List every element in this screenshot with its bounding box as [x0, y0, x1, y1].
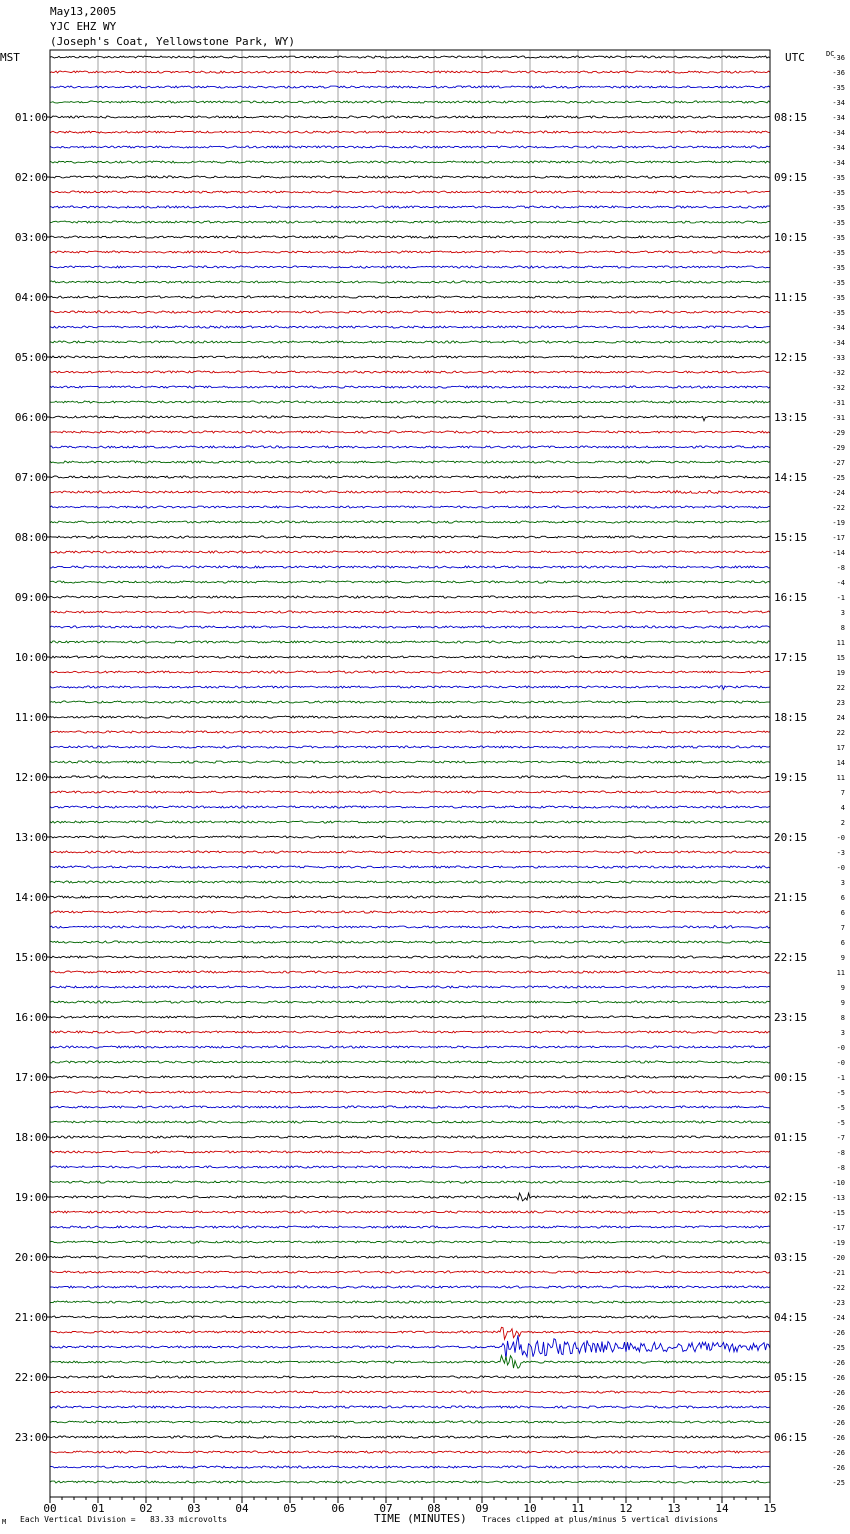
dc-offset-label: -25 — [832, 1344, 845, 1352]
seismic-trace — [50, 806, 770, 808]
dc-offset-label: -36 — [832, 54, 845, 62]
dc-offset-label: -35 — [832, 84, 845, 92]
seismic-trace — [50, 821, 770, 823]
dc-offset-label: 3 — [840, 879, 845, 887]
dc-offset-label: 11 — [836, 774, 845, 782]
dc-offset-label: 3 — [840, 1029, 845, 1037]
scale-note: Each Vertical Division = 83.33 microvolts — [20, 1515, 228, 1524]
seismic-trace — [50, 1166, 770, 1168]
dc-offset-label: -35 — [832, 264, 845, 272]
footer-mark: M — [2, 1518, 7, 1526]
mst-hour-label: 13:00 — [14, 831, 48, 844]
dc-offset-label: -1 — [836, 594, 845, 602]
seismic-trace — [50, 1046, 770, 1048]
dc-offset-label: -34 — [832, 324, 845, 332]
station-label: YJC EHZ WY — [50, 20, 117, 33]
seismic-trace — [50, 371, 770, 373]
clip-note: Traces clipped at plus/minus 5 vertical divisions — [482, 1515, 719, 1524]
dc-offset-label: -0 — [836, 1059, 845, 1067]
x-tick-label: 12 — [619, 1502, 633, 1515]
utc-hour-label: 16:15 — [774, 591, 808, 604]
dc-offset-label: -35 — [832, 279, 845, 287]
dc-offset-label: -3 — [836, 849, 845, 857]
x-tick-label: 02 — [139, 1502, 153, 1515]
dc-offset-label: -34 — [832, 99, 845, 107]
seismic-trace — [50, 176, 770, 178]
dc-offset-label: 23 — [836, 699, 845, 707]
utc-hour-label: 15:15 — [774, 531, 808, 544]
dc-offset-label: 11 — [836, 639, 845, 647]
utc-hour-label: 19:15 — [774, 771, 808, 784]
dc-offset-label: -35 — [832, 204, 845, 212]
x-tick-label: 05 — [283, 1502, 297, 1515]
dc-offset-label: 8 — [840, 1014, 845, 1022]
dc-offset-label: -8 — [836, 564, 845, 572]
seismic-trace — [50, 566, 770, 568]
dc-offset-label: -25 — [832, 474, 845, 482]
dc-offset-label: -35 — [832, 234, 845, 242]
dc-offset-label: -26 — [832, 1404, 845, 1412]
dc-offset-label: 11 — [836, 969, 845, 977]
utc-hour-label: 21:15 — [774, 891, 808, 904]
mst-hour-label: 14:00 — [14, 891, 48, 904]
seismic-trace — [50, 236, 770, 238]
dc-offset-label: 14 — [836, 759, 845, 767]
dc-offset-label: -24 — [832, 489, 845, 497]
x-tick-label: 08 — [427, 1502, 441, 1515]
seismic-trace — [50, 956, 770, 958]
seismic-trace — [50, 1106, 770, 1108]
utc-hour-label: 00:15 — [774, 1071, 808, 1084]
dc-offset-label: -20 — [832, 1254, 845, 1262]
utc-hour-label: 11:15 — [774, 291, 808, 304]
seismic-trace — [50, 476, 770, 478]
seismic-trace — [50, 1091, 770, 1093]
trace-group — [50, 56, 770, 1483]
dc-offset-label: -26 — [832, 1359, 845, 1367]
seismic-trace — [50, 641, 770, 643]
mst-hour-label: 01:00 — [14, 111, 48, 124]
x-tick-label: 06 — [331, 1502, 345, 1515]
dc-offset-label: -1 — [836, 1074, 845, 1082]
seismic-trace — [50, 941, 770, 943]
mst-hour-label: 22:00 — [14, 1371, 48, 1384]
seismic-trace — [50, 1061, 770, 1063]
seismic-trace — [50, 791, 770, 793]
seismic-trace — [50, 1121, 770, 1123]
dc-offset-label: 17 — [836, 744, 845, 752]
dc-offset-label: -31 — [832, 399, 845, 407]
dc-offset-label: -34 — [832, 114, 845, 122]
dc-offset-label: -35 — [832, 189, 845, 197]
dc-offset-label: 9 — [840, 954, 845, 962]
dc-offset-label: -26 — [832, 1329, 845, 1337]
seismic-trace — [50, 881, 770, 883]
seismic-trace — [50, 446, 770, 448]
seismic-trace — [50, 1481, 770, 1483]
seismic-trace — [50, 266, 770, 268]
mst-hour-label: 04:00 — [14, 291, 48, 304]
dc-offset-label: -34 — [832, 159, 845, 167]
seismic-trace — [50, 161, 770, 163]
seismic-trace — [50, 911, 770, 913]
seismic-trace — [50, 71, 770, 73]
utc-hour-label: 10:15 — [774, 231, 808, 244]
mst-hour-label: 15:00 — [14, 951, 48, 964]
seismic-trace — [50, 1286, 770, 1288]
seismic-trace — [50, 1301, 770, 1303]
dc-offset-label: 22 — [836, 684, 845, 692]
dc-offset-label: 2 — [840, 819, 845, 827]
seismic-trace — [50, 671, 770, 673]
seismic-trace — [50, 206, 770, 208]
utc-hour-label: 18:15 — [774, 711, 808, 724]
mst-hour-label: 06:00 — [14, 411, 48, 424]
x-tick-label: 00 — [43, 1502, 57, 1515]
seismic-trace — [50, 836, 770, 838]
dc-offset-label: -10 — [832, 1179, 845, 1187]
dc-offset-label: -0 — [836, 1044, 845, 1052]
seismic-trace — [50, 611, 770, 613]
mst-hour-label: 16:00 — [14, 1011, 48, 1024]
seismic-trace — [50, 1241, 770, 1243]
seismic-trace — [50, 1421, 770, 1423]
dc-offset-label: -22 — [832, 1284, 845, 1292]
seismic-trace — [50, 1451, 770, 1453]
dc-offset-label: -7 — [836, 1134, 845, 1142]
mst-hour-label: 07:00 — [14, 471, 48, 484]
seismic-trace — [50, 1436, 770, 1438]
mst-hour-label: 08:00 — [14, 531, 48, 544]
dc-offset-label: 24 — [836, 714, 845, 722]
x-tick-label: 03 — [187, 1502, 201, 1515]
seismic-trace — [50, 1151, 770, 1153]
dc-offset-label: -34 — [832, 339, 845, 347]
seismic-trace — [50, 1031, 770, 1033]
seismic-trace — [50, 296, 770, 298]
dc-offset-label: -25 — [832, 1479, 845, 1487]
x-tick-label: 09 — [475, 1502, 489, 1515]
seismic-trace — [50, 521, 770, 523]
seismic-trace — [50, 326, 770, 328]
seismic-trace — [50, 1271, 770, 1273]
seismic-trace — [50, 281, 770, 283]
dc-offset-label: 9 — [840, 984, 845, 992]
seismic-trace — [50, 56, 770, 58]
seismic-trace — [50, 1335, 770, 1359]
seismic-trace — [50, 536, 770, 538]
seismic-trace — [50, 746, 770, 748]
dc-offset-label: -4 — [836, 579, 845, 587]
utc-hour-label: 14:15 — [774, 471, 808, 484]
dc-offset-label: -35 — [832, 249, 845, 257]
mst-hour-label: 02:00 — [14, 171, 48, 184]
seismic-trace — [50, 776, 770, 778]
dc-offset-label: 8 — [840, 624, 845, 632]
dc-offset-label: -33 — [832, 354, 845, 362]
seismic-trace — [50, 1391, 770, 1393]
seismic-trace — [50, 1256, 770, 1258]
utc-hour-label: 06:15 — [774, 1431, 808, 1444]
dc-offset-label: -26 — [832, 1374, 845, 1382]
utc-hour-label: 23:15 — [774, 1011, 808, 1024]
dc-offset-label: -5 — [836, 1104, 845, 1112]
seismic-trace — [50, 596, 770, 598]
dc-offset-label: -8 — [836, 1164, 845, 1172]
seismic-trace — [50, 851, 770, 853]
dc-offset-label: -31 — [832, 414, 845, 422]
seismic-trace — [50, 1316, 770, 1318]
seismic-trace — [50, 1327, 770, 1339]
dc-offset-label: -35 — [832, 174, 845, 182]
seismic-trace — [50, 341, 770, 343]
seismic-trace — [50, 86, 770, 88]
dc-offset-label: -19 — [832, 519, 845, 527]
seismic-trace — [50, 1001, 770, 1003]
dc-offset-label: -8 — [836, 1149, 845, 1157]
seismic-trace — [50, 1136, 770, 1138]
utc-hour-label: 13:15 — [774, 411, 808, 424]
seismic-trace — [50, 731, 770, 733]
dc-offset-label: -15 — [832, 1209, 845, 1217]
seismic-trace — [50, 656, 770, 658]
x-tick-label: 01 — [91, 1502, 105, 1515]
dc-offset-label: -0 — [836, 864, 845, 872]
seismic-trace — [50, 1466, 770, 1468]
seismic-trace — [50, 986, 770, 988]
dc-offset-label: -24 — [832, 1314, 845, 1322]
dc-offset-label: -35 — [832, 294, 845, 302]
dc-offset-label: 6 — [840, 894, 845, 902]
dc-offset-label: -26 — [832, 1434, 845, 1442]
dc-offset-label: 6 — [840, 939, 845, 947]
seismic-trace — [50, 581, 770, 583]
dc-offset-label: 19 — [836, 669, 845, 677]
seismic-trace — [50, 356, 770, 358]
x-tick-label: 04 — [235, 1502, 249, 1515]
seismic-trace — [50, 221, 770, 223]
mst-hour-label: 11:00 — [14, 711, 48, 724]
dc-offset-label: -32 — [832, 369, 845, 377]
seismic-trace — [50, 686, 770, 690]
dc-offset-label: -26 — [832, 1449, 845, 1457]
utc-hour-label: 02:15 — [774, 1191, 808, 1204]
mst-hour-label: 17:00 — [14, 1071, 48, 1084]
seismic-trace — [50, 896, 770, 898]
dc-offset-label: -17 — [832, 1224, 845, 1232]
dc-offset-label: -26 — [832, 1419, 845, 1427]
seismic-trace — [50, 1016, 770, 1018]
seismic-trace — [50, 311, 770, 313]
dc-offset-label: 9 — [840, 999, 845, 1007]
dc-offset-label: -5 — [836, 1089, 845, 1097]
axis-labels — [0, 50, 845, 1515]
dc-offset-label: -14 — [832, 549, 845, 557]
dc-offset-label: 22 — [836, 729, 845, 737]
dc-offset-label: -17 — [832, 534, 845, 542]
dc-offset-label: 4 — [840, 804, 845, 812]
seismic-trace — [50, 866, 770, 868]
seismic-trace — [50, 716, 770, 718]
dc-offset-label: -35 — [832, 219, 845, 227]
date-label: May13,2005 — [50, 5, 117, 18]
mst-hour-label: 12:00 — [14, 771, 48, 784]
seismic-trace — [50, 146, 770, 148]
utc-hour-label: 01:15 — [774, 1131, 808, 1144]
x-axis-label: TIME (MINUTES) — [374, 1512, 467, 1525]
x-tick-label: 14 — [715, 1502, 729, 1515]
seismic-trace — [50, 1356, 770, 1369]
utc-hour-label: 03:15 — [774, 1251, 808, 1264]
dc-offset-label: -27 — [832, 459, 845, 467]
seismic-trace — [50, 1376, 770, 1378]
dc-offset-label: -23 — [832, 1299, 845, 1307]
utc-hour-label: 04:15 — [774, 1311, 808, 1324]
dc-offset-label: -19 — [832, 1239, 845, 1247]
seismic-trace — [50, 431, 770, 433]
mst-hour-label: 10:00 — [14, 651, 48, 664]
dc-offset-label: -21 — [832, 1269, 845, 1277]
mst-axis-label: MST — [0, 51, 20, 64]
seismic-trace — [50, 131, 770, 133]
dc-offset-label: -32 — [832, 384, 845, 392]
seismic-trace — [50, 386, 770, 388]
location-label: (Joseph's Coat, Yellowstone Park, WY) — [50, 35, 296, 48]
mst-hour-label: 05:00 — [14, 351, 48, 364]
dc-offset-label: 15 — [836, 654, 845, 662]
seismic-trace — [50, 491, 770, 494]
seismic-trace — [50, 926, 770, 929]
seismic-trace — [50, 1181, 770, 1183]
mst-hour-label: 20:00 — [14, 1251, 48, 1264]
dc-offset-label: 7 — [840, 924, 845, 932]
seismic-trace — [50, 191, 770, 193]
dc-offset-label: -0 — [836, 834, 845, 842]
seismic-trace — [50, 1226, 770, 1228]
utc-axis-label: UTC — [785, 51, 805, 64]
seismic-trace — [50, 701, 770, 703]
mst-hour-label: 09:00 — [14, 591, 48, 604]
seismic-trace — [50, 101, 770, 103]
dc-offset-label: -13 — [832, 1194, 845, 1202]
x-tick-label: 11 — [571, 1502, 585, 1515]
seismic-trace — [50, 1406, 770, 1408]
seismic-trace — [50, 551, 770, 553]
mst-hour-label: 23:00 — [14, 1431, 48, 1444]
mst-hour-label: 21:00 — [14, 1311, 48, 1324]
dc-offset-label: -26 — [832, 1389, 845, 1397]
utc-hour-label: 12:15 — [774, 351, 808, 364]
utc-hour-label: 20:15 — [774, 831, 808, 844]
dc-offset-label: -29 — [832, 444, 845, 452]
dc-offset-label: -29 — [832, 429, 845, 437]
dc-offset-label: -35 — [832, 309, 845, 317]
x-tick-label: 13 — [667, 1502, 681, 1515]
seismic-trace — [50, 116, 770, 118]
seismic-trace — [50, 1211, 770, 1213]
x-tick-label: 10 — [523, 1502, 537, 1515]
dc-offset-label: 7 — [840, 789, 845, 797]
seismic-trace — [50, 416, 770, 421]
dc-offset-label: -36 — [832, 69, 845, 77]
utc-hour-label: 17:15 — [774, 651, 808, 664]
mst-hour-label: 18:00 — [14, 1131, 48, 1144]
seismic-trace — [50, 461, 770, 463]
seismic-trace — [50, 761, 770, 763]
seismic-trace — [50, 1193, 770, 1201]
dc-offset-label: 6 — [840, 909, 845, 917]
seismic-trace — [50, 251, 770, 253]
dc-offset-label: 3 — [840, 609, 845, 617]
dc-offset-label: -26 — [832, 1464, 845, 1472]
x-tick-label: 15 — [763, 1502, 777, 1515]
seismic-trace — [50, 626, 770, 628]
dc-offset-label: -5 — [836, 1119, 845, 1127]
dc-offset-label: -34 — [832, 129, 845, 137]
seismic-trace — [50, 1076, 770, 1078]
mst-hour-label: 19:00 — [14, 1191, 48, 1204]
seismic-trace — [50, 401, 770, 403]
dc-offset-label: -34 — [832, 144, 845, 152]
utc-hour-label: 22:15 — [774, 951, 808, 964]
utc-hour-label: 05:15 — [774, 1371, 808, 1384]
x-tick-label: 07 — [379, 1502, 393, 1515]
utc-hour-label: 09:15 — [774, 171, 808, 184]
dc-label: DC — [826, 50, 835, 58]
dc-offset-label: -22 — [832, 504, 845, 512]
utc-hour-label: 08:15 — [774, 111, 808, 124]
seismic-trace — [50, 506, 770, 508]
seismic-trace — [50, 971, 770, 973]
mst-hour-label: 03:00 — [14, 231, 48, 244]
